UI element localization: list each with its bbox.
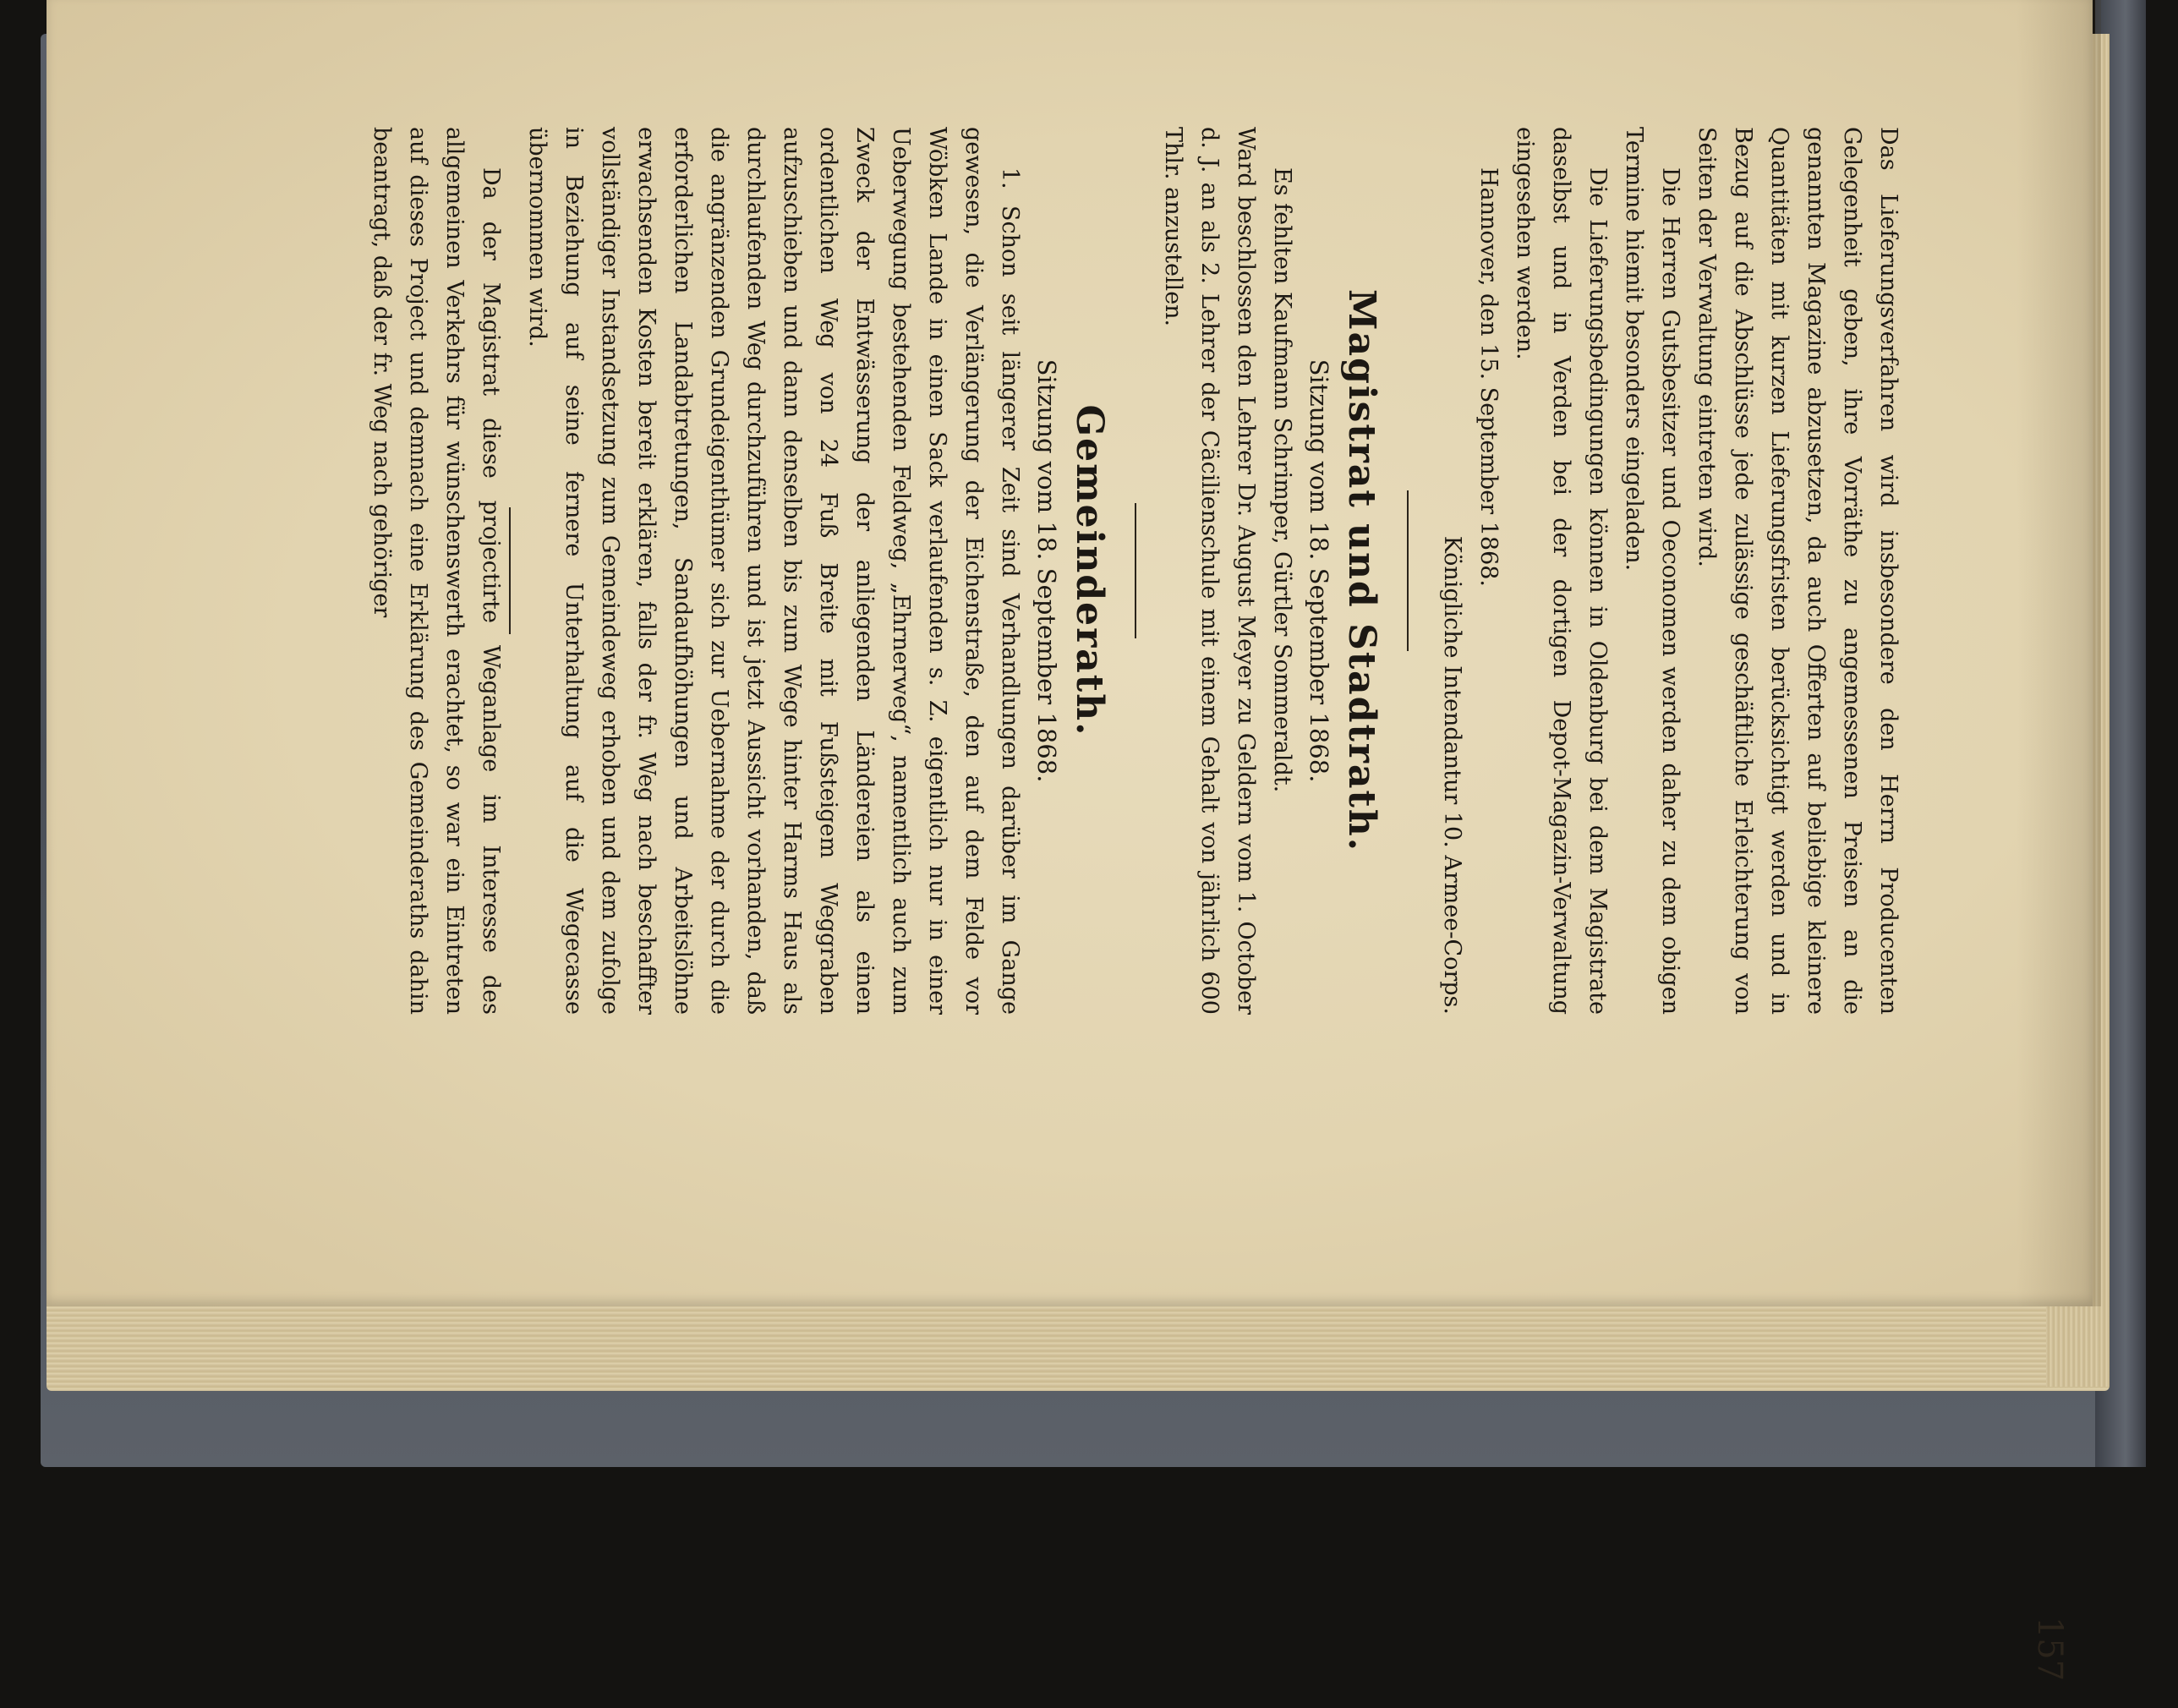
magistrat-paragraph-1: Es fehlten Kaufmann Schrimper, Gürtler Sommeraldt. [1269,167,1295,793]
signature-place-date: Hannover, den 15. September 1868. [1475,167,1502,588]
signature-authority: Königliche Intendantur 10. Armee-Corps. [1439,535,1465,1015]
section-divider [1407,490,1409,651]
section-heading-magistrat: Magistrat und Stadtrath. [1340,288,1383,853]
paragraph-divider [509,507,511,634]
gemeinderath-paragraph-2: Da der Magistrat diese projectirte Weganlage im Interesse des allgemeinen Verkehrs für wünschenswerth erachtet, so war ein Eintreten auf dieses Project und demnach eine Erklärung des Gemeinderaths dahin beantragt, daß der fr. Weg nach gehöriger [369,127,504,1015]
magistrat-paragraph-2: Ward beschlossen den Lehrer Dr. August Meyer zu Geldern vom 1. October d. J. an als 2. Lehrer der Cäcilienschule mit einem Gehalt von jährlich 600 Thlr. anzustellen. [1160,127,1259,1015]
intro-paragraph-1: Das Lieferungsverfahren wird insbesondere den Herrn Producenten Gelegenheit geben, ihre Vorräthe zu angemessenen Preisen an die genannten Magazine abzusetzen, da auch Offerten auf beliebige kleinere Quantitäten mit kurzen Lieferungsfristen berücksichtigt werden und in Bezug auf die Abschlüsse jede zulässige geschäftliche Erleichterung von Seiten der Verwaltung eintreten wird. [1694,127,1902,1015]
section-divider-2 [1135,503,1136,638]
intro-paragraph-2: Die Herren Gutsbesitzer und Oeconomen werden daher zu dem obigen Termine hiemit besonders eingeladen. [1621,127,1683,1015]
book-page [47,0,2093,1682]
gutter-shadow [2017,0,2101,1306]
intro-paragraph-3: Die Lieferungsbedingungen können in Oldenburg bei dem Magistrate daselbst und in Verden bei der dortigen Depot-Magazin-Verwaltung eingesehen werden. [1512,127,1611,1015]
page-number: 157 [2030,1616,2069,1682]
page-text-block [258,127,2069,1682]
gemeinderath-paragraph-1: 1. Schon seit längerer Zeit sind Verhandlungen darüber im Gange gewesen, die Verlängerung der Eichenstraße, den auf dem Felde vor Wöbken Lande in einen Sack verlaufenden s. Z. eigentlich nur in einer Ueberwegung bestehenden Feldweg, „Ehrnerweg“, namentlich auch zum Zweck der Entwässerung der anliegenden Ländereien als einen ordentlichen Weg von 24 Fuß Breite mit Fußsteigem Weggraben aufzuschieben und dann denselben bis zum Wege hinter Harms Haus als durchlaufenden Weg durchzuführen und ist jetzt Aussicht vorhanden, daß die angränzenden Grundeigenthümer sich zur Uebernahme der durch die erforderlichen Landabtretungen, Sandaufhöhungen und Arbeitslöhne erwachsenden Kosten bereit erklären, falls der fr. Weg nach beschaffter vollständiger Instandsetzung zum Gemeindeweg erhoben und dem zufolge in Beziehung auf seine fernere Unterhaltung auf die Wegecasse übernommen wird. [524,127,1023,1015]
page-block-edge [47,1298,2110,1391]
session-date-gemeinderath: Sitzung vom 18. September 1868. [1032,359,1061,783]
section-heading-gemeinderath: Gemeinderath. [1068,404,1111,737]
session-date-magistrat: Sitzung vom 18. September 1868. [1305,359,1333,783]
